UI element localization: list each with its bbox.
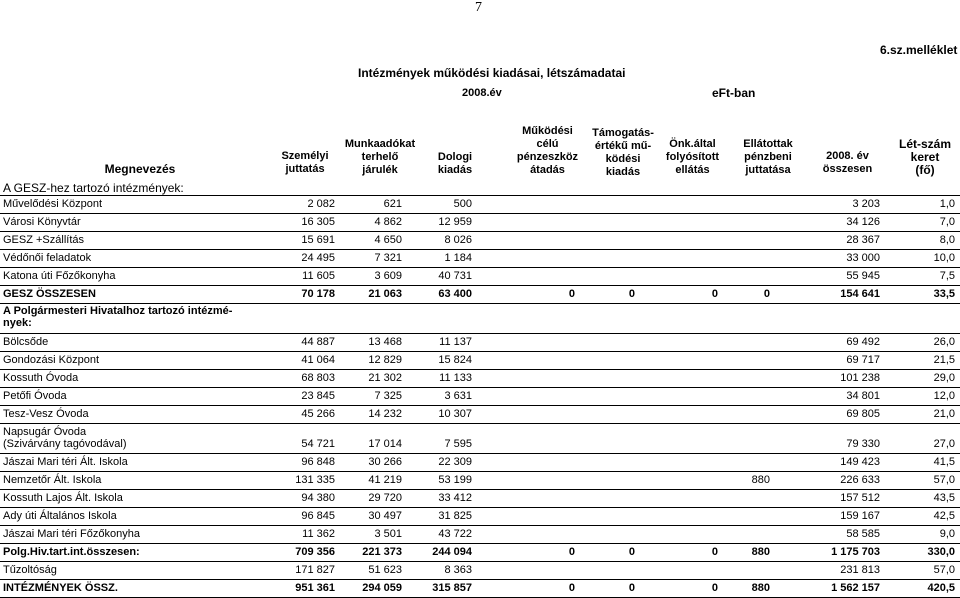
header-local-gov: Önk.által folyósított ellátás: [665, 138, 720, 176]
cell-col-6: 0: [711, 288, 718, 300]
cell-col-8: 101 238: [840, 372, 880, 384]
cell-col-8: 55 945: [846, 270, 880, 282]
cell-col-9: 10,0: [933, 252, 955, 264]
cell-col-2: 12 829: [368, 354, 402, 366]
cell-col-5: 0: [628, 582, 635, 594]
table-row: [0, 249, 960, 267]
unit-label: eFt-ban: [712, 86, 756, 100]
cell-col-1: 68 803: [301, 372, 335, 384]
cell-col-8: 1 175 703: [831, 546, 880, 558]
cell-col-9: 21,5: [933, 354, 955, 366]
cell-col-1: 96 848: [301, 456, 335, 468]
row-label: Polg.Hiv.tart.int.összesen:: [3, 546, 140, 558]
table-row: [0, 231, 960, 249]
cell-col-1: 41 064: [301, 354, 335, 366]
header-subsidy-expense: Támogatás- értékű mű- ködési kiadás: [592, 127, 654, 178]
cell-col-1: 11 362: [302, 528, 335, 540]
cell-col-3: 12 959: [438, 216, 472, 228]
cell-col-1: 94 380: [301, 492, 335, 504]
table-row: [0, 267, 960, 285]
row-label: Jászai Mari téri Ált. Iskola: [3, 456, 128, 468]
cell-col-3: 3 631: [444, 390, 472, 402]
cell-col-8: 159 167: [840, 510, 880, 522]
cell-col-7: 880: [751, 582, 770, 594]
cell-col-9: 57,0: [933, 564, 955, 576]
cell-col-9: 33,5: [933, 288, 955, 300]
document-title: Intézmények működési kiadásai, létszámadatai: [358, 66, 626, 80]
cell-col-7: 880: [751, 546, 770, 558]
cell-col-8: 154 641: [840, 288, 880, 300]
row-label: Petőfi Óvoda: [3, 390, 67, 402]
header-total: 2008. év összesen: [822, 150, 873, 175]
cell-col-3: 315 857: [432, 582, 472, 594]
table-row: [0, 525, 960, 543]
table-row: [0, 369, 960, 387]
cell-col-9: 21,0: [933, 408, 955, 420]
cell-col-4: 0: [568, 546, 575, 558]
cell-col-2: 51 623: [368, 564, 402, 576]
cell-col-1: 951 361: [295, 582, 335, 594]
cell-col-3: 8 026: [444, 234, 472, 246]
row-label: Városi Könyvtár: [3, 216, 81, 228]
cell-col-8: 33 000: [846, 252, 880, 264]
cell-col-3: 500: [453, 198, 472, 210]
table-row: [0, 471, 960, 489]
cell-col-3: 11 137: [439, 336, 472, 348]
row-label: Tűzoltóság: [3, 564, 57, 576]
cell-col-8: 1 562 157: [831, 582, 880, 594]
cell-col-2: 294 059: [362, 582, 402, 594]
cell-col-3: 7 595: [444, 438, 472, 450]
cell-col-8: 69 717: [846, 354, 880, 366]
cell-col-9: 8,0: [939, 234, 955, 246]
cell-col-3: 63 400: [438, 288, 472, 300]
cell-col-2: 30 266: [368, 456, 402, 468]
annex-label: 6.sz.melléklet: [880, 43, 958, 57]
cell-col-3: 10 307: [438, 408, 472, 420]
cell-col-3: 15 824: [438, 354, 472, 366]
cell-col-9: 43,5: [933, 492, 955, 504]
cell-col-1: 2 082: [307, 198, 335, 210]
cell-col-9: 9,0: [939, 528, 955, 540]
row-label: Nemzetőr Ált. Iskola: [3, 474, 102, 486]
cell-col-9: 12,0: [933, 390, 955, 402]
table-row: [0, 195, 960, 213]
cell-col-8: 58 585: [846, 528, 880, 540]
row-label: A Polgármesteri Hivatalhoz tartozó intézmé- nyek:: [3, 305, 233, 329]
header-staff: Lét-szám keret (fő): [898, 137, 951, 177]
header-employer: Munkaadókat terhelő járulék: [344, 138, 416, 176]
table-row: [0, 561, 960, 579]
header-personal: Személyi juttatás: [281, 150, 329, 175]
section-row: [0, 303, 960, 333]
row-label: Jászai Mari téri Főzőkonyha: [3, 528, 140, 540]
cell-col-2: 14 232: [368, 408, 402, 420]
cell-col-9: 57,0: [933, 474, 955, 486]
cell-col-3: 22 309: [438, 456, 472, 468]
year-label: 2008.év: [462, 87, 502, 99]
cell-col-2: 7 325: [374, 390, 402, 402]
cell-col-3: 31 825: [438, 510, 472, 522]
cell-col-5: 0: [628, 288, 635, 300]
cell-col-9: 29,0: [933, 372, 955, 384]
cell-col-3: 43 722: [438, 528, 472, 540]
row-label: Művelődési Központ: [3, 198, 103, 210]
cell-col-8: 149 423: [840, 456, 880, 468]
table-row: [0, 333, 960, 351]
row-label: Kossuth Óvoda: [3, 372, 79, 384]
cell-col-2: 621: [383, 198, 402, 210]
cell-col-8: 34 126: [846, 216, 880, 228]
cell-col-3: 244 094: [432, 546, 472, 558]
cell-col-4: 0: [568, 582, 575, 594]
header-material: Dologi kiadás: [437, 151, 473, 176]
cell-col-7: 0: [763, 288, 770, 300]
cell-col-8: 69 492: [846, 336, 880, 348]
cell-col-1: 131 335: [295, 474, 335, 486]
cell-col-3: 33 412: [438, 492, 472, 504]
cell-col-1: 11 605: [302, 270, 335, 282]
cell-col-1: 15 691: [301, 234, 335, 246]
cell-col-1: 171 827: [295, 564, 335, 576]
row-label: Katona úti Főzőkonyha: [3, 270, 116, 282]
row-label: Gondozási Központ: [3, 354, 100, 366]
table-row: [0, 489, 960, 507]
table-row: [0, 423, 960, 453]
cell-col-2: 4 862: [374, 216, 402, 228]
section-gesz-label: A GESZ-hez tartozó intézmények:: [3, 181, 184, 195]
cell-col-9: 41,5: [933, 456, 955, 468]
cell-col-2: 41 219: [368, 474, 402, 486]
header-benefits: Ellátottak pénzbeni juttatása: [743, 138, 793, 176]
header-name: Megnevezés: [104, 162, 176, 176]
cell-col-7: 880: [751, 474, 770, 486]
cell-col-9: 1,0: [939, 198, 955, 210]
table-row: [0, 579, 960, 597]
cell-col-9: 7,0: [939, 216, 955, 228]
cell-col-8: 34 801: [846, 390, 880, 402]
cell-col-5: 0: [628, 546, 635, 558]
cell-col-3: 11 133: [439, 372, 472, 384]
cell-col-3: 53 199: [438, 474, 472, 486]
cell-col-9: 27,0: [933, 438, 955, 450]
cell-col-2: 30 497: [368, 510, 402, 522]
cell-col-8: 226 633: [840, 474, 880, 486]
cell-col-2: 3 501: [374, 528, 402, 540]
cell-col-2: 17 014: [368, 438, 402, 450]
cell-col-9: 26,0: [933, 336, 955, 348]
row-label: GESZ ÖSSZESEN: [3, 288, 96, 300]
row-label: Ady úti Általános Iskola: [3, 510, 117, 522]
cell-col-6: 0: [711, 582, 718, 594]
cell-col-8: 3 203: [852, 198, 880, 210]
cell-col-1: 24 495: [301, 252, 335, 264]
cell-col-1: 45 266: [301, 408, 335, 420]
cell-col-1: 16 305: [301, 216, 335, 228]
cell-col-2: 21 063: [368, 288, 402, 300]
cell-col-3: 1 184: [444, 252, 472, 264]
row-label: Bölcsőde: [3, 336, 49, 348]
cell-col-8: 69 805: [846, 408, 880, 420]
row-label: Tesz-Vesz Óvoda: [3, 408, 89, 420]
cell-col-1: 54 721: [301, 438, 335, 450]
cell-col-9: 420,5: [927, 582, 955, 594]
cell-col-8: 157 512: [840, 492, 880, 504]
cell-col-1: 96 845: [301, 510, 335, 522]
row-label: Kossuth Lajos Ált. Iskola: [3, 492, 123, 504]
table-row: [0, 507, 960, 525]
cell-col-1: 44 887: [301, 336, 335, 348]
cell-col-2: 3 609: [374, 270, 402, 282]
table-row: [0, 453, 960, 471]
table-row: [0, 387, 960, 405]
cell-col-6: 0: [711, 546, 718, 558]
cell-col-2: 4 650: [374, 234, 402, 246]
cell-col-2: 221 373: [362, 546, 402, 558]
cell-col-4: 0: [568, 288, 575, 300]
cell-col-9: 330,0: [927, 546, 955, 558]
cell-col-8: 79 330: [846, 438, 880, 450]
cell-col-8: 231 813: [840, 564, 880, 576]
table-row: [0, 351, 960, 369]
header-operating-transfer: Működési célú pénzeszköz átadás: [516, 125, 579, 176]
table-row: [0, 213, 960, 231]
cell-col-3: 40 731: [438, 270, 472, 282]
cell-col-8: 28 367: [846, 234, 880, 246]
cell-col-9: 42,5: [933, 510, 955, 522]
row-label: Napsugár Óvoda (Szivárvány tagóvodával): [3, 426, 127, 450]
cell-col-2: 13 468: [368, 336, 402, 348]
cell-col-2: 21 302: [368, 372, 402, 384]
row-label: GESZ +Szállítás: [3, 234, 85, 246]
table-row: [0, 543, 960, 561]
cell-col-2: 7 321: [374, 252, 402, 264]
cell-col-1: 23 845: [301, 390, 335, 402]
cell-col-3: 8 363: [444, 564, 472, 576]
cell-col-1: 70 178: [301, 288, 335, 300]
row-label: Védőnői feladatok: [3, 252, 92, 264]
table-row: [0, 405, 960, 423]
cell-col-1: 709 356: [295, 546, 335, 558]
cell-col-2: 29 720: [368, 492, 402, 504]
cell-col-9: 7,5: [939, 270, 955, 282]
row-label: INTÉZMÉNYEK ÖSSZ.: [3, 582, 118, 594]
table-row: [0, 285, 960, 303]
page-number: 7: [475, 0, 482, 15]
